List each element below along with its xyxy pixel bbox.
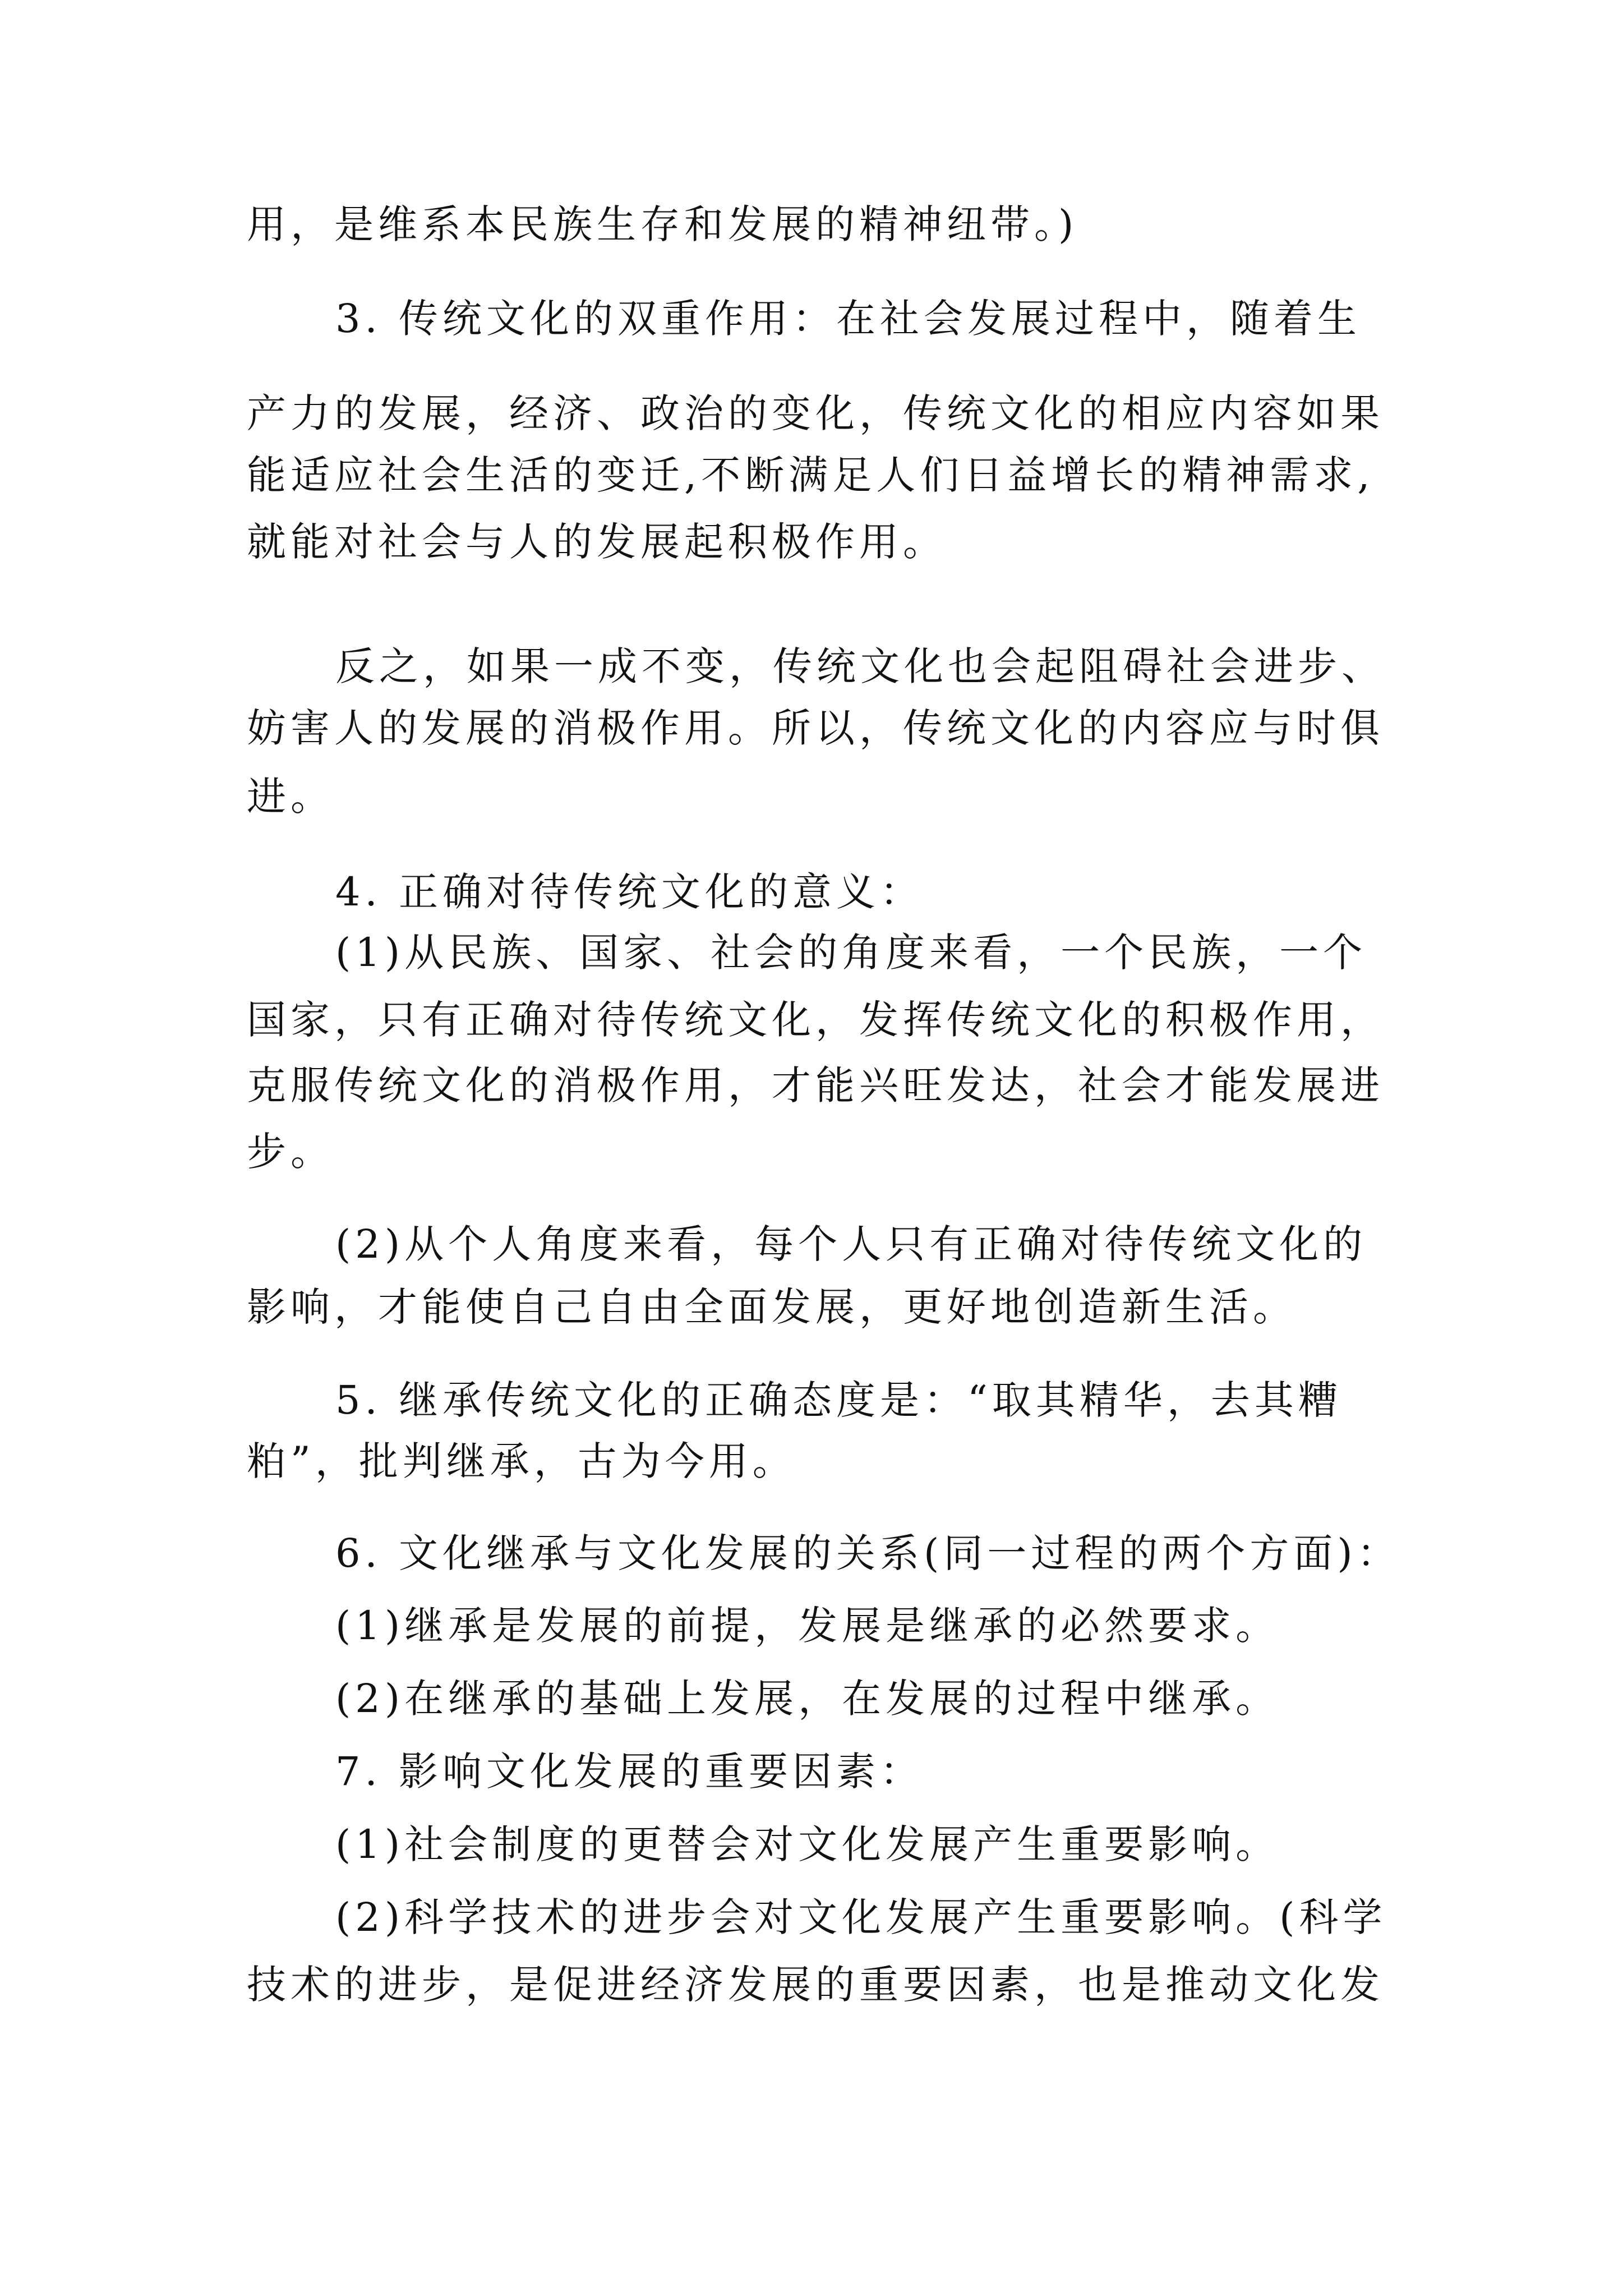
text-line: (1)社会制度的更替会对文化发展产生重要影响。	[335, 1821, 1280, 1867]
text-line: 产力的发展，经济、政治的变化，传统文化的相应内容如果	[247, 390, 1384, 436]
text-line: 5. 继承传统文化的正确态度是：“取其精华，去其糟	[335, 1377, 1342, 1423]
text-line: (1)继承是发展的前提，发展是继承的必然要求。	[335, 1603, 1280, 1649]
text-line: 国家，只有正确对待传统文化，发挥传统文化的积极作用，	[247, 997, 1384, 1043]
text-line: (2)科学技术的进步会对文化发展产生重要影响。(科学	[335, 1894, 1387, 1940]
text-line: (2)在继承的基础上发展，在发展的过程中继承。	[335, 1676, 1280, 1722]
text-line: 7. 影响文化发展的重要因素：	[335, 1749, 924, 1795]
text-line: 技术的进步，是促进经济发展的重要因素，也是推动文化发	[247, 1962, 1384, 2008]
text-line: 粕”，批判继承，古为今用。	[247, 1438, 796, 1484]
text-line: (1)从民族、国家、社会的角度来看，一个民族，一个	[335, 930, 1367, 976]
text-line: 能适应社会生活的变迁,不断满足人们日益增长的精神需求,	[247, 452, 1375, 498]
text-line: 克服传统文化的消极作用，才能兴旺发达，社会才能发展进	[247, 1062, 1384, 1108]
text-line: 影响，才能使自己自由全面发展，更好地创造新生活。	[247, 1284, 1297, 1330]
text-line: 步。	[247, 1129, 334, 1175]
text-line: 3. 传统文化的双重作用：在社会发展过程中，随着生	[335, 296, 1362, 342]
text-line: 6. 文化继承与文化发展的关系(同一过程的两个方面)：	[335, 1530, 1401, 1576]
text-line: 4. 正确对待传统文化的意义：	[335, 869, 924, 915]
text-line: 妨害人的发展的消极作用。所以，传统文化的内容应与时俱	[247, 705, 1384, 751]
text-line: 就能对社会与人的发展起积极作用。	[247, 519, 947, 565]
text-line: (2)从个人角度来看，每个人只有正确对待传统文化的	[335, 1221, 1367, 1267]
text-line: 进。	[247, 774, 334, 820]
text-line: 反之，如果一成不变，传统文化也会起阻碍社会进步、	[335, 643, 1385, 689]
text-line: 用，是维系本民族生存和发展的精神纽带。)	[247, 201, 1078, 247]
